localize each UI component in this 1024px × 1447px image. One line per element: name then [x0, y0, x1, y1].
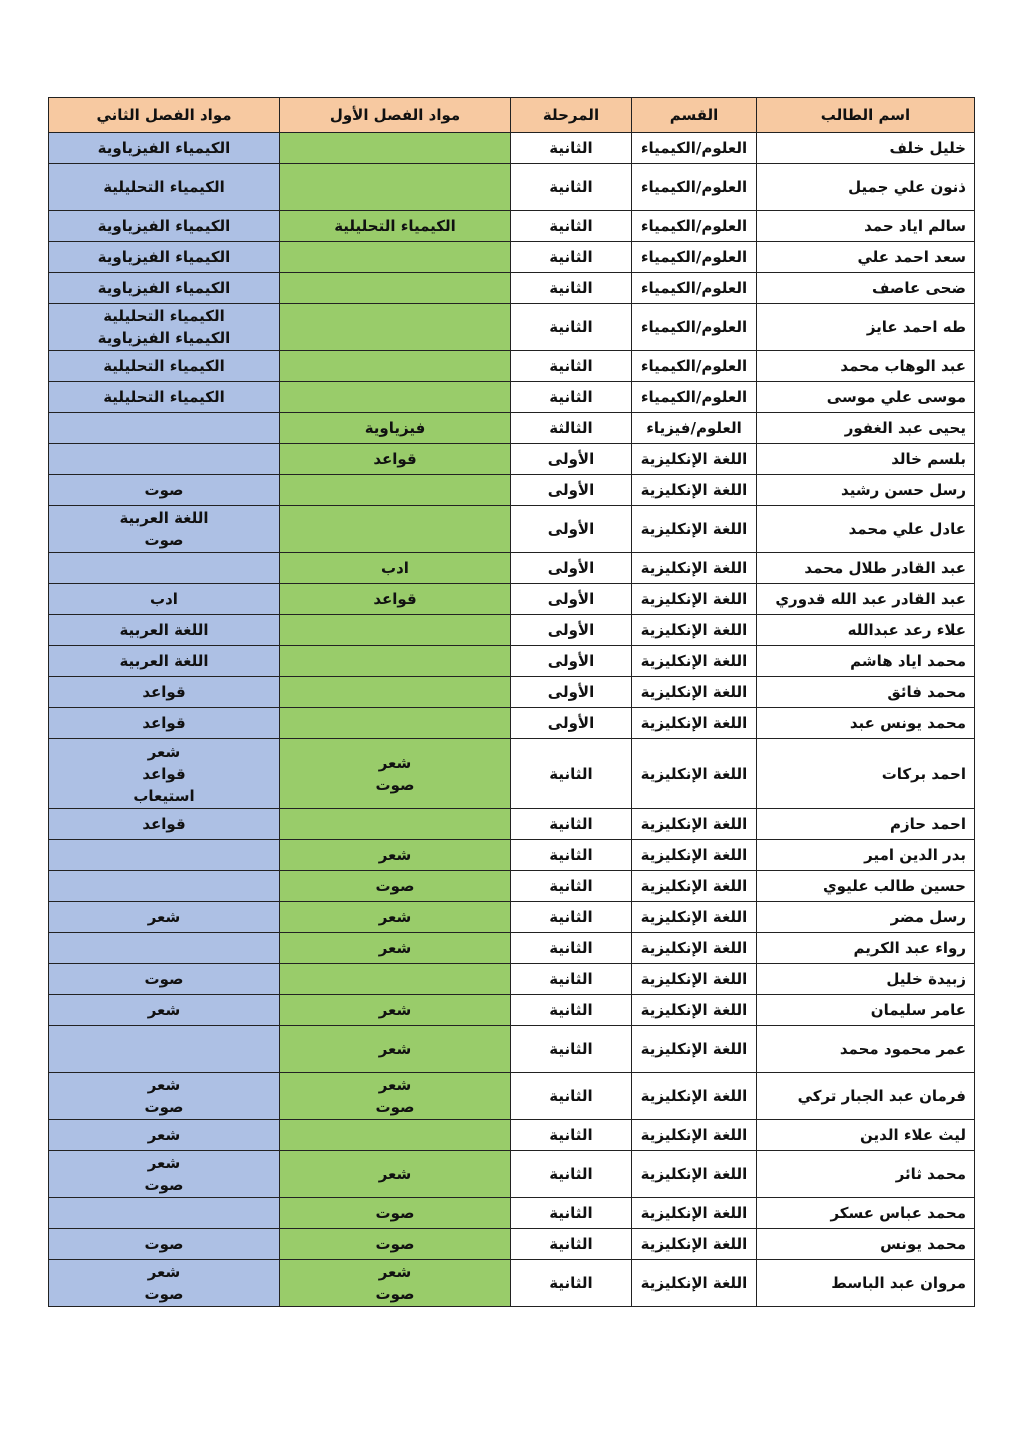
department-cell: اللغة الإنكليزية [632, 553, 757, 584]
stage-cell: الثانية [511, 933, 632, 964]
second-semester-cell [49, 133, 280, 164]
stage-cell: الثانية [511, 273, 632, 304]
first-semester-cell [280, 475, 511, 506]
first-semester-cell [280, 933, 511, 964]
subject-label: شعر [147, 908, 181, 926]
first-semester-cell [280, 1229, 511, 1260]
department-cell: اللغة الإنكليزية [632, 1026, 757, 1073]
second-semester-cell [49, 211, 280, 242]
subject-label: قواعد [142, 714, 186, 732]
department-cell: العلوم/الكيمياء [632, 164, 757, 211]
table-row [49, 871, 975, 902]
subject-label: قواعد [142, 764, 186, 783]
student-name-cell: خليل خلف [757, 133, 975, 164]
first-semester-cell [280, 871, 511, 902]
stage-cell: الأولى [511, 475, 632, 506]
table-row [49, 964, 975, 995]
second-semester-cell [49, 1151, 280, 1198]
student-name-cell: طه احمد عايز [757, 304, 975, 351]
first-semester-cell [280, 840, 511, 871]
header-student-name: اسم الطالب [757, 98, 975, 133]
subject-label: شعر [147, 742, 181, 761]
subject-label: صوت [144, 1176, 184, 1194]
first-semester-cell [280, 1120, 511, 1151]
header-stage: المرحلة [511, 98, 632, 133]
table-row [49, 382, 975, 413]
department-cell: اللغة الإنكليزية [632, 475, 757, 506]
table-row [49, 677, 975, 708]
second-semester-cell [49, 677, 280, 708]
stage-cell: الثانية [511, 995, 632, 1026]
table-row [49, 615, 975, 646]
student-name-cell: محمد عباس عسكر [757, 1198, 975, 1229]
first-semester-cell [280, 242, 511, 273]
first-semester-cell [280, 506, 511, 553]
stage-cell: الثانية [511, 840, 632, 871]
subject-label: اللغة العربية [119, 652, 209, 670]
table-row [49, 413, 975, 444]
department-cell: اللغة الإنكليزية [632, 584, 757, 615]
department-cell: اللغة الإنكليزية [632, 1151, 757, 1198]
student-name-cell: عمر محمود محمد [757, 1026, 975, 1073]
student-name-cell: فرمان عبد الجبار تركي [757, 1073, 975, 1120]
student-name-cell: احمد حازم [757, 809, 975, 840]
stage-cell: الثانية [511, 382, 632, 413]
department-cell: العلوم/الكيمياء [632, 351, 757, 382]
subject-label: صوت [375, 877, 415, 895]
subject-label: الكيمياء الفيزياوية [97, 329, 231, 347]
first-semester-cell [280, 739, 511, 809]
first-semester-cell [280, 995, 511, 1026]
second-semester-cell [49, 840, 280, 871]
student-name-cell: محمد اياد هاشم [757, 646, 975, 677]
second-semester-cell [49, 553, 280, 584]
department-cell: العلوم/الكيمياء [632, 382, 757, 413]
stage-cell: الثانية [511, 351, 632, 382]
department-cell: اللغة الإنكليزية [632, 1229, 757, 1260]
department-cell: العلوم/الكيمياء [632, 304, 757, 351]
second-semester-cell [49, 242, 280, 273]
subject-label: استيعاب [133, 786, 195, 805]
first-semester-cell [280, 1073, 511, 1120]
stage-cell: الثانية [511, 1198, 632, 1229]
department-cell: اللغة الإنكليزية [632, 933, 757, 964]
stage-cell: الثانية [511, 1026, 632, 1073]
stage-cell: الثانية [511, 809, 632, 840]
table-row [49, 242, 975, 273]
first-semester-cell [280, 273, 511, 304]
subject-label: صوت [375, 1285, 415, 1303]
department-cell: العلوم/الكيمياء [632, 273, 757, 304]
table-row [49, 646, 975, 677]
student-name-cell: زبيدة خليل [757, 964, 975, 995]
department-cell: اللغة الإنكليزية [632, 444, 757, 475]
subject-label: شعر [378, 1001, 412, 1019]
header-department: القسم [632, 98, 757, 133]
subject-label: اللغة العربية [119, 621, 209, 639]
stage-cell: الثانية [511, 164, 632, 211]
student-name-cell: محمد فائق [757, 677, 975, 708]
subject-label: الكيمياء التحليلية [103, 178, 225, 196]
table-body [49, 133, 975, 1307]
student-name-cell: محمد يونس [757, 1229, 975, 1260]
department-cell: اللغة الإنكليزية [632, 840, 757, 871]
department-cell: العلوم/الكيمياء [632, 133, 757, 164]
student-name-cell: احمد بركات [757, 739, 975, 809]
stage-cell: الأولى [511, 677, 632, 708]
second-semester-cell [49, 646, 280, 677]
subject-label: صوت [144, 1235, 184, 1253]
second-semester-cell [49, 444, 280, 475]
second-semester-cell [49, 902, 280, 933]
stage-cell: الأولى [511, 444, 632, 475]
first-semester-cell [280, 677, 511, 708]
department-cell: اللغة الإنكليزية [632, 1198, 757, 1229]
subject-label: الكيمياء الفيزياوية [97, 279, 231, 297]
table-row [49, 351, 975, 382]
student-name-cell: عبد القادر عبد الله قدوري [757, 584, 975, 615]
first-semester-cell [280, 1026, 511, 1073]
subject-label: صوت [375, 1204, 415, 1222]
stage-cell: الثانية [511, 739, 632, 809]
first-semester-cell [280, 708, 511, 739]
second-semester-cell [49, 413, 280, 444]
second-semester-cell [49, 475, 280, 506]
student-name-cell: محمد ثائر [757, 1151, 975, 1198]
subject-label: شعر [378, 908, 412, 926]
subject-label: شعر [147, 1001, 181, 1019]
department-cell: اللغة الإنكليزية [632, 708, 757, 739]
subject-label: قواعد [373, 450, 417, 468]
first-semester-cell [280, 809, 511, 840]
first-semester-cell [280, 382, 511, 413]
first-semester-cell [280, 211, 511, 242]
second-semester-cell [49, 1120, 280, 1151]
student-name-cell: عادل علي محمد [757, 506, 975, 553]
first-semester-cell [280, 164, 511, 211]
subject-label: صوت [144, 1098, 184, 1116]
table-header-row [49, 98, 975, 133]
stage-cell: الثانية [511, 304, 632, 351]
subject-label: ادب [150, 590, 178, 608]
first-semester-cell [280, 133, 511, 164]
table-row [49, 1026, 975, 1073]
department-cell: اللغة الإنكليزية [632, 1260, 757, 1307]
first-semester-cell [280, 964, 511, 995]
table-row [49, 1120, 975, 1151]
table-row [49, 164, 975, 211]
department-cell: اللغة الإنكليزية [632, 902, 757, 933]
department-cell: اللغة الإنكليزية [632, 646, 757, 677]
subject-label: الكيمياء التحليلية [103, 357, 225, 375]
stage-cell: الأولى [511, 615, 632, 646]
subject-label: شعر [147, 1154, 181, 1172]
stage-cell: الأولى [511, 708, 632, 739]
stage-cell: الثانية [511, 133, 632, 164]
first-semester-cell [280, 1260, 511, 1307]
subject-label: الكيمياء الفيزياوية [97, 217, 231, 235]
table-row [49, 739, 975, 809]
table-row [49, 273, 975, 304]
subject-label: شعر [378, 1165, 412, 1183]
first-semester-cell [280, 413, 511, 444]
second-semester-cell [49, 1198, 280, 1229]
second-semester-cell [49, 615, 280, 646]
subject-label: صوت [144, 970, 184, 988]
table-row [49, 1229, 975, 1260]
subject-label: شعر [378, 846, 412, 864]
subject-label: شعر [378, 1263, 412, 1281]
second-semester-cell [49, 273, 280, 304]
second-semester-cell [49, 1229, 280, 1260]
department-cell: اللغة الإنكليزية [632, 964, 757, 995]
student-name-cell: ضحى عاصف [757, 273, 975, 304]
table-row [49, 1073, 975, 1120]
second-semester-cell [49, 708, 280, 739]
subject-label: شعر [147, 1076, 181, 1094]
table-row [49, 933, 975, 964]
stage-cell: الأولى [511, 584, 632, 615]
student-name-cell: بلسم خالد [757, 444, 975, 475]
student-name-cell: موسى علي موسى [757, 382, 975, 413]
subject-label: شعر [147, 1263, 181, 1281]
second-semester-cell [49, 506, 280, 553]
subject-label: صوت [375, 1098, 415, 1116]
first-semester-cell [280, 584, 511, 615]
stage-cell: الثانية [511, 871, 632, 902]
student-name-cell: رسل حسن رشيد [757, 475, 975, 506]
stage-cell: الثانية [511, 1229, 632, 1260]
stage-cell: الأولى [511, 553, 632, 584]
subject-label: اللغة العربية [119, 509, 209, 527]
second-semester-cell [49, 351, 280, 382]
department-cell: اللغة الإنكليزية [632, 1120, 757, 1151]
department-cell: العلوم/الكيمياء [632, 211, 757, 242]
stage-cell: الثانية [511, 964, 632, 995]
subject-label: صوت [144, 1285, 184, 1303]
second-semester-cell [49, 382, 280, 413]
subject-label: الكيمياء التحليلية [103, 307, 225, 325]
second-semester-cell [49, 871, 280, 902]
student-name-cell: رسل مضر [757, 902, 975, 933]
department-cell: العلوم/فيزياء [632, 413, 757, 444]
second-semester-cell [49, 1026, 280, 1073]
student-name-cell: محمد يونس عبد [757, 708, 975, 739]
department-cell: العلوم/الكيمياء [632, 242, 757, 273]
department-cell: اللغة الإنكليزية [632, 677, 757, 708]
second-semester-cell [49, 964, 280, 995]
subject-label: فيزياوية [364, 419, 426, 437]
second-semester-cell [49, 304, 280, 351]
stage-cell: الثانية [511, 1073, 632, 1120]
subject-label: شعر [378, 1076, 412, 1094]
first-semester-cell [280, 444, 511, 475]
student-name-cell: ليث علاء الدين [757, 1120, 975, 1151]
department-cell: اللغة الإنكليزية [632, 809, 757, 840]
student-name-cell: يحيى عبد الغفور [757, 413, 975, 444]
subject-label: صوت [375, 775, 415, 794]
second-semester-cell [49, 1260, 280, 1307]
stage-cell: الأولى [511, 646, 632, 677]
second-semester-cell [49, 809, 280, 840]
student-name-cell: عبد الوهاب محمد [757, 351, 975, 382]
first-semester-cell [280, 553, 511, 584]
student-name-cell: ذنون علي جميل [757, 164, 975, 211]
table-row [49, 708, 975, 739]
department-cell: اللغة الإنكليزية [632, 506, 757, 553]
table-row [49, 304, 975, 351]
subject-label: الكيمياء التحليلية [103, 388, 225, 406]
student-name-cell: رواء عبد الكريم [757, 933, 975, 964]
subject-label: شعر [378, 939, 412, 957]
table-row [49, 133, 975, 164]
table-row [49, 809, 975, 840]
student-name-cell: بدر الدين امير [757, 840, 975, 871]
subject-label: شعر [147, 1126, 181, 1144]
first-semester-cell [280, 304, 511, 351]
department-cell: اللغة الإنكليزية [632, 995, 757, 1026]
table-row [49, 995, 975, 1026]
first-semester-cell [280, 351, 511, 382]
student-name-cell: عبد القادر طلال محمد [757, 553, 975, 584]
department-cell: اللغة الإنكليزية [632, 1073, 757, 1120]
stage-cell: الثانية [511, 1151, 632, 1198]
subject-label: قواعد [373, 590, 417, 608]
students-table [48, 97, 975, 1307]
table-row [49, 840, 975, 871]
table-row [49, 902, 975, 933]
first-semester-cell [280, 615, 511, 646]
student-name-cell: مروان عبد الباسط [757, 1260, 975, 1307]
department-cell: اللغة الإنكليزية [632, 615, 757, 646]
subject-label: قواعد [142, 815, 186, 833]
second-semester-cell [49, 739, 280, 809]
second-semester-cell [49, 584, 280, 615]
first-semester-cell [280, 646, 511, 677]
subject-label: الكيمياء الفيزياوية [97, 248, 231, 266]
subject-label: الكيمياء الفيزياوية [97, 139, 231, 157]
student-name-cell: عامر سليمان [757, 995, 975, 1026]
student-name-cell: سعد احمد علي [757, 242, 975, 273]
table-row [49, 1198, 975, 1229]
table-row [49, 584, 975, 615]
second-semester-cell [49, 933, 280, 964]
first-semester-cell [280, 1198, 511, 1229]
header-first-semester-subjects: مواد الفصل الأول [280, 98, 511, 133]
stage-cell: الثانية [511, 902, 632, 933]
student-name-cell: حسين طالب عليوي [757, 871, 975, 902]
subject-label: الكيمياء التحليلية [334, 217, 456, 235]
first-semester-cell [280, 1151, 511, 1198]
first-semester-cell [280, 902, 511, 933]
stage-cell: الثانية [511, 211, 632, 242]
subject-label: قواعد [142, 683, 186, 701]
table-row [49, 553, 975, 584]
student-name-cell: سالم اياد حمد [757, 211, 975, 242]
student-name-cell: علاء رعد عبدالله [757, 615, 975, 646]
stage-cell: الثانية [511, 1120, 632, 1151]
table-row [49, 1260, 975, 1307]
table-row [49, 444, 975, 475]
table-row [49, 211, 975, 242]
stage-cell: الثانية [511, 242, 632, 273]
table-row [49, 475, 975, 506]
department-cell: اللغة الإنكليزية [632, 739, 757, 809]
subject-label: ادب [381, 559, 409, 577]
second-semester-cell [49, 1073, 280, 1120]
header-second-semester-subjects: مواد الفصل الثاني [49, 98, 280, 133]
second-semester-cell [49, 164, 280, 211]
table-row [49, 1151, 975, 1198]
second-semester-cell [49, 995, 280, 1026]
stage-cell: الثانية [511, 1260, 632, 1307]
subject-label: صوت [144, 481, 184, 499]
table-row [49, 506, 975, 553]
stage-cell: الأولى [511, 506, 632, 553]
stage-cell: الثالثة [511, 413, 632, 444]
department-cell: اللغة الإنكليزية [632, 871, 757, 902]
subject-label: صوت [144, 531, 184, 549]
subject-label: صوت [375, 1235, 415, 1253]
subject-label: شعر [378, 1040, 412, 1058]
subject-label: شعر [378, 753, 412, 772]
